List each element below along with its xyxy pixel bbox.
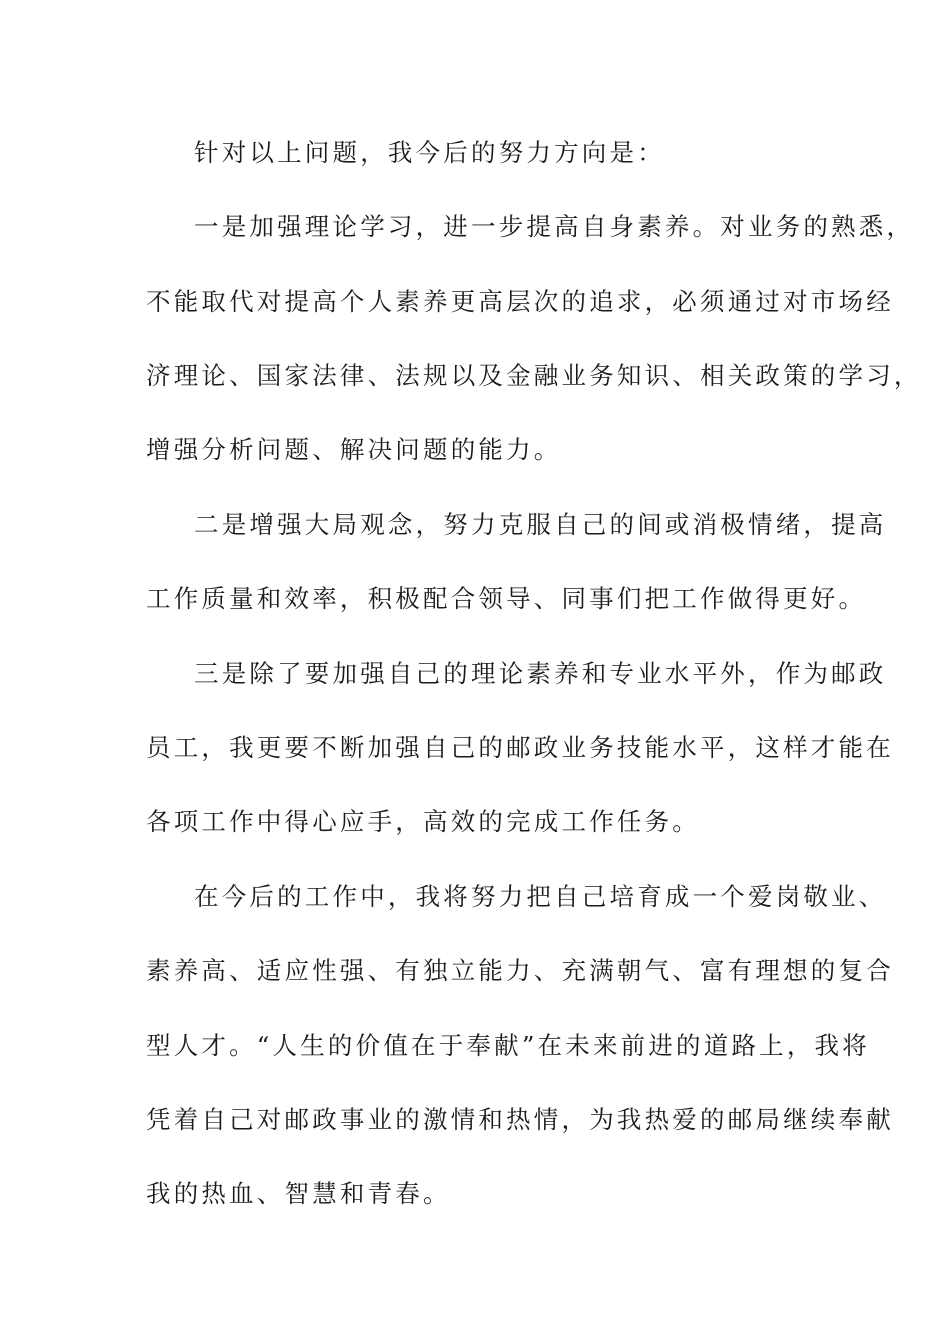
paragraph-2-line-2: 工作质量和效率，积极配合领导、同事们把工作做得更好。 xyxy=(146,584,867,613)
intro-line: 针对以上问题，我今后的努力方向是： xyxy=(194,138,665,167)
paragraph-3-line-1: 三是除了要加强自己的理论素养和专业水平外，作为邮政 xyxy=(194,659,887,688)
paragraph-1-line-1: 一是加强理论学习，进一步提高自身素养。对业务的熟悉， xyxy=(194,212,915,241)
paragraph-4-line-4: 凭着自己对邮政事业的激情和热情，为我热爱的邮局继续奉献 xyxy=(146,1105,894,1134)
paragraph-4-line-2: 素养高、适应性强、有独立能力、充满朝气、富有理想的复合 xyxy=(146,956,894,985)
paragraph-1-line-3: 济理论、国家法律、法规以及金融业务知识、相关政策的学习， xyxy=(146,361,922,390)
paragraph-2-line-1: 二是增强大局观念，努力克服自己的间或消极情绪，提高 xyxy=(194,510,887,539)
paragraph-3-line-2: 员工，我更要不断加强自己的邮政业务技能水平，这样才能在 xyxy=(146,733,894,762)
paragraph-1-line-4: 增强分析问题、解决问题的能力。 xyxy=(146,435,562,464)
paragraph-3-line-3: 各项工作中得心应手，高效的完成工作任务。 xyxy=(146,807,700,836)
paragraph-4-line-5: 我的热血、智慧和青春。 xyxy=(146,1179,451,1208)
paragraph-4-line-3: 型人才。“人生的价值在于奉献”在未来前进的道路上，我将 xyxy=(146,1031,870,1060)
paragraph-4-line-1: 在今后的工作中，我将努力把自己培育成一个爱岗敬业、 xyxy=(194,882,887,911)
paragraph-1-line-2: 不能取代对提高个人素养更高层次的追求，必须通过对市场经 xyxy=(146,287,894,316)
